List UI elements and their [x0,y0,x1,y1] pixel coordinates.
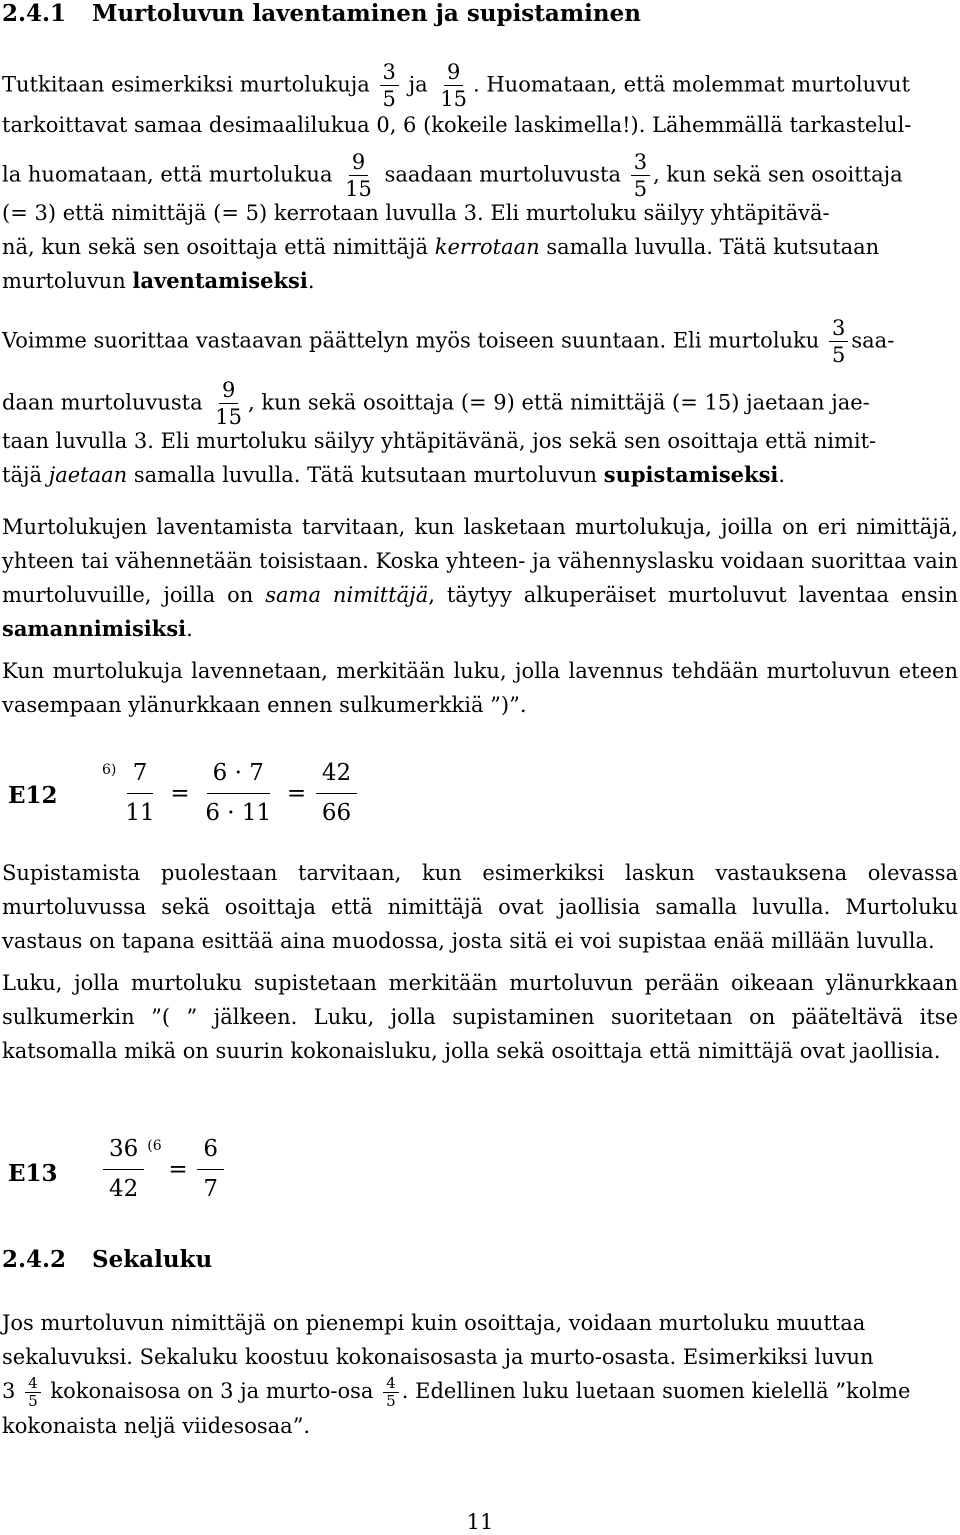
fraction-3-5: $\frac{3}{5}$ [829,318,848,366]
text: murtoluvun [2,269,126,293]
example-e13-equation [100,1138,227,1201]
text-line: (= 3) että nimittäjä (= 5) kerrotaan luvulla 3. Eli murtoluku säilyy yhtäpitävä- [2,201,830,225]
paragraph-lavennusmerkinta: Kun murtolukuja lavennetaan, merkitään luku, jolla lavennus tehdään murtoluvun eteen vasempaan ylänurkkaan ennen sulkumerkkiä ”)”. [2,659,958,717]
term-supistamiseksi: supistamiseksi [603,462,779,487]
section-number: 2.4.1 [2,0,67,27]
equals-sign: = [286,780,307,807]
section-heading-2-4-1 [2,0,641,27]
text-line: kokonaista neljä viidesosaa”. [2,1414,311,1439]
section-number: 2.4.2 [2,1246,67,1273]
fraction-36-42: $\frac{36}{42}$ [103,1138,144,1201]
text: saa- [851,328,895,353]
emphasis: kerrotaan [434,235,540,259]
fraction-3-5: $\frac{3}{5}$ [380,62,399,110]
section-title: Sekaluku [92,1246,213,1273]
equals-sign: = [168,1156,188,1183]
section-heading-2-4-2 [2,1246,212,1273]
equals-sign: = [170,780,190,807]
paragraph-sekaluku [2,1306,958,1443]
mixed-number-whole: 3 [2,1379,16,1403]
fraction-6-7: $\frac{6}{7}$ [197,1138,224,1201]
expansion-mark: 6) [102,762,117,778]
paragraph-laventaminen: Tutkitaan esimerkiksi murtolukuja $\frac{3}{5}$ ja $\frac{9}{15}$ . Huomataan, että molemmat murtoluvut tarkoittavat samaa desimaalilukua 0, 6 (kokeile laskimella!). Lähemmällä tarkastelul- la huomataan, että murtolukua $\frac{9}{15}$ saadaan murtoluvusta $\frac{3}{5}$ , kun sekä sen osoittaja (= 3) että nimittäjä (= 5) kerrotaan luvulla 3. Eli murtoluku säilyy yhtäpitävä- nä, kun sekä sen osoittaja että nimittäjä kerrotaan samalla luvulla. Tätä kutsutaan murtoluvun laventamiseksi. [2,62,958,298]
text: , kun sekä sen osoittaja [653,162,903,187]
reduction-mark: (6 [147,1138,162,1154]
text: samalla luvulla. Tätä kutsutaan [546,235,880,259]
text: kokonaisosa on 3 ja murto-osa [50,1379,374,1403]
example-label-e13: E13 [8,1160,58,1187]
emphasis: jaetaan [48,463,128,487]
section-title: Murtoluvun laventaminen ja supistaminen [92,0,641,27]
text: Voimme suorittaa vastaavan päättelyn myös toiseen suuntaan. Eli murtoluku [2,328,820,353]
fraction-7-11: $\frac{7}{11}$ [125,760,155,826]
term-laventamiseksi: laventamiseksi [132,268,308,293]
text-line: taan luvulla 3. Eli murtoluku säilyy yhtäpitävänä, jos sekä sen osoittaja että nimit- [2,429,877,453]
text: . Huomataan, että molemmat murtoluvut [473,72,910,97]
text: . Edellinen luku luetaan suomen kielellä ”kolme [401,1379,911,1403]
fraction-9-15: $\frac{9}{15}$ [440,60,468,111]
term-samannimisiksi: samannimisiksi [2,616,187,641]
text: ja [408,72,428,97]
fraction-4-5-small: $\frac{4}{5}$ [25,1376,41,1409]
fraction-4-5-small: $\frac{4}{5}$ [383,1376,399,1409]
example-label-e12: E12 [8,782,58,809]
example-e12-equation [102,762,360,825]
text: nä, kun sekä sen osoittaja että nimittäjä [2,235,429,259]
text-line: Jos murtoluvun nimittäjä on pienempi kuin osoittaja, voidaan murtoluku muuttaa [2,1311,866,1335]
fraction-9-15: $\frac{9}{15}$ [345,150,372,201]
text: , kun sekä osoittaja (= 9) että nimittäjä (= 15) jaetaan jae- [248,390,870,415]
paragraph-supistaminen: Voimme suorittaa vastaavan päättelyn myös toiseen suuntaan. Eli murtoluku $\frac{3}{5}$ saa- daan murtoluvusta $\frac{9}{15}$ , kun sekä osoittaja (= 9) että nimittäjä (= 15) jaetaan jae- taan luvulla 3. Eli murtoluku säilyy yhtäpitävänä, jos sekä sen osoittaja että nimit- täjä jaetaan samalla luvulla. Tätä kutsutaan murtoluvun supistamiseksi. [2,318,958,492]
text-line: tarkoittavat samaa desimaalilukua 0, 6 (kokeile laskimella!). Lähemmällä tarkastelul- [2,113,912,137]
text-line: sekaluvuksi. Sekaluku koostuu kokonaisosasta ja murto-osasta. Esimerkiksi luvun [2,1345,874,1369]
text: Tutkitaan esimerkiksi murtolukuja [2,72,370,97]
text: saadaan murtoluvusta [384,162,622,187]
text: la huomataan, että murtolukua [2,162,333,187]
text: täjä [2,463,42,487]
paragraph-supistusmerkinta: Luku, jolla murtoluku supistetaan merkitään murtoluvun perään oikeaan ylänurkkaan sulkumerkin ”( ” jälkeen. Luku, jolla supistaminen suoritetaan on pääteltävä itse katsomalla mikä on suurin kokonaisluku, jolla sekä osoittaja että nimittäjä ovat jaollisia. [2,971,958,1063]
text: samalla luvulla. Tätä kutsutaan murtoluvun [133,463,598,487]
fraction-3-5: $\frac{3}{5}$ [631,152,650,200]
paragraph-supistamisen-tarve: Supistamista puolestaan tarvitaan, kun esimerkiksi laskun vastauksena olevassa murtoluvussa sekä osoittaja että nimittäjä ovat jaollisia samalla luvulla. Murtoluku vastaus on tapana esittää aina muodossa, josta sitä ei voi supistaa enää millään luvulla. [2,861,958,953]
page-number: 11 [466,1510,494,1534]
fraction-9-15: $\frac{9}{15}$ [215,378,243,429]
fraction-42-66: $\frac{42}{66}$ [316,762,357,825]
fraction-6x7-6x11: $\frac{6 \cdot 7}{6 \cdot 11}$ [205,760,272,826]
emphasis: sama nimittäjä [265,583,429,607]
text: daan murtoluvusta [2,390,203,415]
paragraph-laventamisen-tarve: Murtolukujen laventamista tarvitaan, kun lasketaan murtolukuja, joilla on eri nimittäjä, yhteen tai vähennetään toisistaan. Koska yhteen- ja vähennyslasku voidaan suorittaa vain murtoluvuille, joilla on sama nimittäjä, täytyy alkuperäiset murtoluvut laventaa ensin samannimisiksi. [2,515,958,641]
